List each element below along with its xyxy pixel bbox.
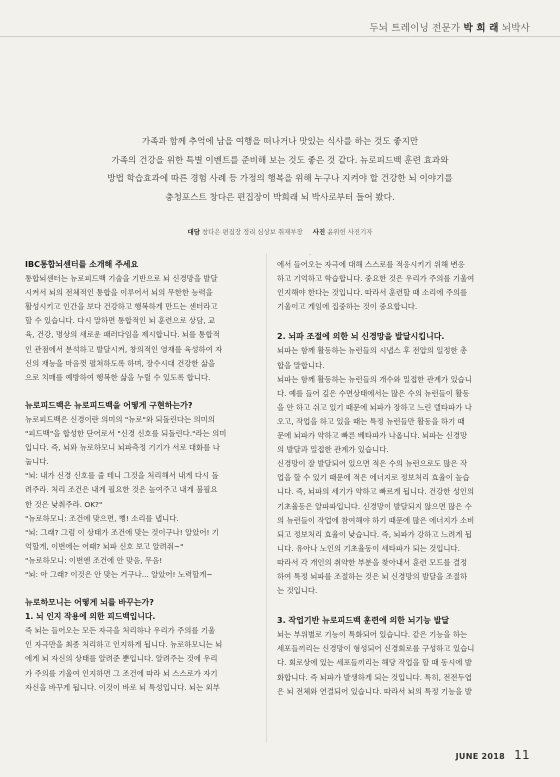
- dialogue-line: 한 것은 낮춰주라. OK?": [25, 499, 103, 509]
- body-line: 활성시키고 인간을 보다 건강하고 행복하게 만드는 센터라고: [25, 302, 218, 312]
- body-line: 육, 건강, 명상의 새로운 패러다임을 제시합니다. 뇌를 통합적: [25, 330, 220, 340]
- body-line: 뇌파는 함께 활동하는 뉴런들의 개수와 밀접한 관계가 있습니: [277, 374, 472, 384]
- body-line: 하여 특정 뇌파를 조절하는 것은 뇌 신경망의 발달을 조절하: [277, 571, 468, 581]
- body-line: 세포들끼리는 신경망이 형성되어 신경회로를 구성하고 있습니: [277, 644, 475, 654]
- body-line: 할 수 있습니다. 다시 말하면 통합적인 뇌 훈련으로 상담, 교: [25, 316, 216, 326]
- body-line: 즉 뇌는 들어오는 모든 자극을 처리하나 우리가 주의를 기울: [25, 626, 216, 636]
- body-line: 다. 회로상에 있는 세포들끼리는 해당 작업을 할 때 동시에 발: [277, 658, 472, 668]
- body-line: 화합니다. 즉 뇌파가 발생하게 되는 것입니다. 특히, 전전두엽: [277, 672, 472, 682]
- body-line: 되고 정보처리 효율이 낮습니다. 즉, 뇌파가 강하고 느려게 됩: [277, 529, 472, 539]
- issue-month: JUNE 2018: [455, 752, 506, 761]
- body-line: 통합뇌센터는 뉴로피드백 기술을 기반으로 뇌 신경망을 발달: [25, 274, 218, 284]
- page-footer: [456, 748, 530, 762]
- section-heading: 뉴로피드백은 뉴로피드백을 어떻게 구현하는가?: [25, 400, 193, 410]
- body-line: 에서 들어오는 자극에 대해 스스로를 적응시키기 위해 변응: [277, 260, 465, 269]
- body-line: 뉴로피드백은 신경이란 의미의 "뉴로"와 되돌린다는 의미의: [25, 414, 215, 424]
- header-name: 박 희 래: [463, 23, 499, 34]
- body-line: 뇌는 부위별로 기능이 특화되어 있습니다. 같은 기능을 하는: [277, 630, 468, 640]
- body-line: 다. 예를 들어 깊은 수면상태에서는 많은 수의 뉴런들이 활동: [277, 388, 470, 398]
- dialogue-line: "뉴로하모니: 이번엔 조건에 안 맞음, 무음!: [25, 555, 163, 565]
- header-suffix: 뇌박사: [501, 23, 530, 34]
- dialogue-line: "뇌: 내가 신경 신호를 줄 테니 그것을 처리해서 내게 다시 돌: [25, 471, 219, 481]
- body-line: 기초율동은 알파파입니다. 신경망이 발달되지 않으면 많은 수: [277, 501, 472, 511]
- credit-value-photo: 윤위헌 사진기자: [327, 228, 373, 236]
- body-line: 니다. 유아나 노인의 기초율동이 세타파가 되는 것입니다.: [277, 543, 461, 553]
- credit-label-interview: 대담: [187, 228, 200, 236]
- page-number: 11: [514, 748, 530, 762]
- body-line: 시켜서 뇌의 전체적인 통합을 이루어서 뇌의 무한한 능력을: [25, 288, 213, 298]
- body-line: 인 관점에서 분석하고 발달시켜, 창의적인 영재를 육성하여 자: [25, 344, 223, 354]
- body-line: 업을 할 수 있기 때문에 적은 에너지로 정보처리 효율이 높습: [277, 473, 470, 483]
- credit-value-interview: 창다은 편집장 정리 심상보 취재부장: [201, 228, 303, 236]
- section-heading: 2. 뇌파 조절에 의한 뇌 신경망을 발달시킵니다.: [277, 332, 445, 342]
- body-line: 으로 치매를 예방하여 행복한 삶을 누릴 수 있도록 합니다.: [25, 372, 211, 382]
- intro-line: 충청포스트 창다은 편집장이 박희래 뇌 박사로부터 들어 봤다.: [165, 192, 395, 203]
- body-line: 신의 재능을 마음껏 펼쳐하도록 하며, 장수시대 건강한 삶을: [25, 358, 216, 368]
- body-line: 자신을 바꾸게 됩니다. 이것이 바로 뇌 특성입니다. 뇌는 외부: [25, 682, 220, 692]
- dialogue-line: "뇌: 그래? 그럼 이 상태가 조건에 맞는 것이구나! 알았어! 기: [25, 527, 219, 537]
- section-heading: 3. 작업기반 뉴로피드백 훈련에 의한 뇌기능 발달: [277, 616, 450, 626]
- body-line: 따라서 각 개인의 취약한 부분을 찾아내서 훈련 모드를 결정: [277, 557, 468, 567]
- body-line: 하고 기억하고 학습합니다. 중요한 것은 우리가 주의를 기울여: [277, 274, 475, 284]
- credit-label-photo: 사진: [312, 228, 326, 236]
- body-line: 문에 뇌파가 약하고 빠른 베타파가 나옵니다. 뇌파는 신경망: [277, 431, 468, 441]
- section-heading: 뉴로하모니는 어떻게 뇌를 바꾸는가?: [25, 598, 154, 608]
- intro-line: 가족과 함께 추억에 남을 여행을 떠나거나 맛있는 식사를 하는 것도 좋지만: [141, 137, 419, 147]
- body-line: 에게 뇌 자신의 상태를 알려준 뿐입니다. 알려주는 것에 우리: [25, 654, 218, 664]
- section-heading: IBC통합뇌센터를 소개해 주세요: [25, 260, 139, 269]
- body-line: 합을 말합니다.: [277, 360, 325, 370]
- right-column: [277, 258, 522, 699]
- body-line: 의 발달과 밀접한 관계가 있습니다.: [277, 445, 389, 455]
- body-line: 을 안 하고 쉬고 있기 때문에 뇌파가 장하고 느린 델타파가 나: [277, 402, 472, 412]
- body-line: 입니다. 즉, 뇌와 뉴로하모니 뇌파측정 기기가 서로 대화를 나: [25, 443, 220, 453]
- header-rule: [0, 36, 560, 37]
- intro-line: 방법 학습효과에 따른 경험 사례 등 가정의 행복을 위해 누구나 지켜야 할 건강한 뇌 이야기를: [107, 174, 453, 184]
- ornament-dot-icon: ·: [309, 251, 312, 259]
- running-header: [369, 20, 530, 34]
- dialogue-line: 려주라. 처리 조건은 내게 필요한 것은 높여주고 내게 불필요: [25, 485, 218, 495]
- subsection-heading: 1. 뇌 인지 작용에 의한 피드백입니다.: [25, 612, 156, 622]
- header-prefix: 두뇌 트레이닝 전문가: [369, 23, 461, 34]
- intro-line: 가족의 건강을 위한 특별 이벤트를 준비해 보는 것도 좋은 것 같다. 뉴로피드백 훈련 효과와: [111, 155, 449, 166]
- body-line: 가 주의를 기울여 인지하면 그 조건에 따라 뇌 스스로가 자기: [25, 668, 218, 678]
- body-line: 은 뇌 전체와 연결되어 있습니다. 따라서 뇌의 특정 기능을 발: [277, 686, 472, 696]
- body-line: "피드백"을 합성한 단어로서 "신경 신호를 되돌린다."라는 의미: [25, 429, 227, 439]
- body-line: 눕니다.: [25, 457, 49, 467]
- body-line: 인지해야 한다는 것입니다. 따라서 훈련할 때 소리에 주의를: [277, 288, 468, 298]
- dialogue-line: "뉴로하모니: 조건에 맞으면, 뻥! 소리를 냅니다.: [25, 513, 179, 523]
- body-line: 뇌파는 함께 활동하는 뉴런들의 시냅스 후 전압의 일정한 총: [277, 346, 468, 356]
- dialogue-line: "뇌: 아 그래? 이것은 안 맞는 거구나... 알았어! 노력할게~: [25, 569, 213, 579]
- left-column: [25, 258, 270, 695]
- intro-block: [60, 133, 500, 207]
- body-line: 인 자극만을 최종 처리하고 인지하게 됩니다. 뉴로하모니는 뇌: [25, 640, 223, 650]
- body-line: 신경망이 잘 발달되어 있으면 적은 수의 뉴런으로도 많은 작: [277, 459, 468, 469]
- body-line: 는 것입니다.: [277, 586, 318, 596]
- body-line: 의 뉴런들이 작업에 참여해야 하기 때문에 많은 에너지가 소비: [277, 515, 475, 525]
- body-line: 오고, 작업을 하고 있을 때는 특정 뉴런들만 활동을 하기 때: [277, 416, 465, 426]
- body-line: 니다. 즉, 뇌파의 세기가 약하고 빠르게 됩니다. 건강한 성인의: [277, 487, 475, 497]
- body-line: 기울이고 게임에 집중하는 것이 중요합니다.: [277, 302, 418, 312]
- credit-line: [60, 227, 500, 236]
- dialogue-line: 억할게, 이번에는 어때? 뇌파 신호 보고 알려줘~": [25, 541, 184, 551]
